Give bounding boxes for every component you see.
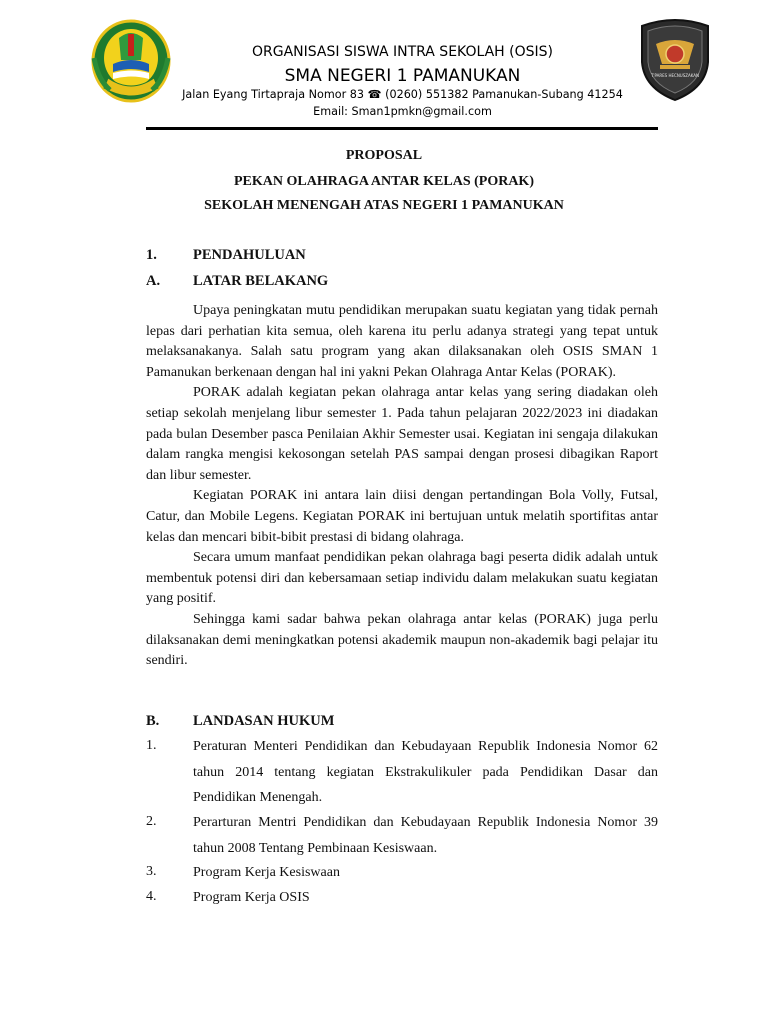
paragraph: Upaya peningkatan mutu pendidikan merupakan suatu kegiatan yang tidak pernah lepas dari perhatian kita semua, oleh karena itu perlu adanya strategi yang tepat untuk melaksanakanya. Salah satu program yang akan dilaksanakan oleh OSIS SMAN 1 Pamanukan berkenaan dengan hal ini yakni Pekan Olahraga Antar Kelas (PORAK). [146,303,658,380]
osis-shield-logo [636,16,714,102]
law-item-text: Perarturan Mentri Pendidikan dan Kebudayaan Republik Indonesia Nomor 39 tahun 2008 Tentang Pembinaan Kesiswaan. [193,815,658,856]
section-1-number: 1. [146,247,157,263]
school-address [150,88,655,101]
school-name: SMA NEGERI 1 PAMANUKAN [284,66,521,86]
school-email: Email: Sman1pmkn@gmail.com [313,105,492,118]
telephone-icon: ☎ [367,88,382,101]
paragraph: Kegiatan PORAK ini antara lain diisi dengan pertandingan Bola Volly, Futsal, Catur, dan Mobile Legens. Kegiatan PORAK ini bertujuan untuk melatih sportifitas antar kelas dan mencari bibit-bibit prestasi di bidang olahraga. [146,488,658,545]
law-item-number: 3. [146,864,157,879]
paragraph: Secara umum manfaat pendidikan pekan olahraga bagi peserta didik adalah untuk membentuk potensi diri dan kebersamaan setiap individu dalam melakukan suatu kegiatan yang positif. [146,550,658,607]
paragraph: PORAK adalah kegiatan pekan olahraga antar kelas yang sering diadakan oleh setiap sekolah menjelang libur semester 1. Pada tahun pelajaran 2022/2023 ini diadakan pada bulan Desember pasca Penilaian Akhir Semester usai. Kegiatan ini sengaja dilakukan dalam rangka mengisi kekosongan setelah PAS sampai dengan prosesi dibagikan Raport dan libur semester. [146,385,658,483]
section-b-letter: B. [146,713,160,729]
proposal-subtitle: PEKAN OLAHRAGA ANTAR KELAS (PORAK) [234,174,534,189]
section-a-letter: A. [146,273,161,289]
law-item-text: Program Kerja OSIS [193,890,310,905]
paragraph: Sehingga kami sadar bahwa pekan olahraga antar kelas (PORAK) juga perlu dilaksanakan demi meningkatkan potensi akademik maupun non-akademik bagi pelajar itu sendiri. [146,611,658,669]
law-item-text: Peraturan Menteri Pendidikan dan Kebudayaan Republik Indonesia Nomor 62 tahun 2014 tentang kegiatan Ekstrakulikuler pada Pendidikan Dasar dan Pendidikan Menengah. [193,739,658,805]
address-phone: (0260) 551382 Pamanukan-Subang 41254 [385,88,623,101]
section-1-title: PENDAHULUAN [193,247,306,263]
section-a-title: LATAR BELAKANG [193,273,329,289]
proposal-school-title: SEKOLAH MENENGAH ATAS NEGERI 1 PAMANUKAN [204,198,564,213]
law-item-number: 2. [146,814,157,829]
letterhead-divider [146,127,658,130]
law-item-number: 4. [146,889,157,904]
section-b-title: LANDASAN HUKUM [193,713,335,729]
proposal-title: PROPOSAL [345,148,423,163]
law-item-number: 1. [146,738,157,753]
organization-name: ORGANISASI SISWA INTRA SEKOLAH (OSIS) [252,44,553,60]
shield-text: T'PARES HECNUSZAKAN [650,73,700,78]
background-body [146,301,658,672]
law-item-text: Program Kerja Kesiswaan [193,865,340,880]
address-street: Jalan Eyang Tirtapraja Nomor 83 [182,88,365,101]
